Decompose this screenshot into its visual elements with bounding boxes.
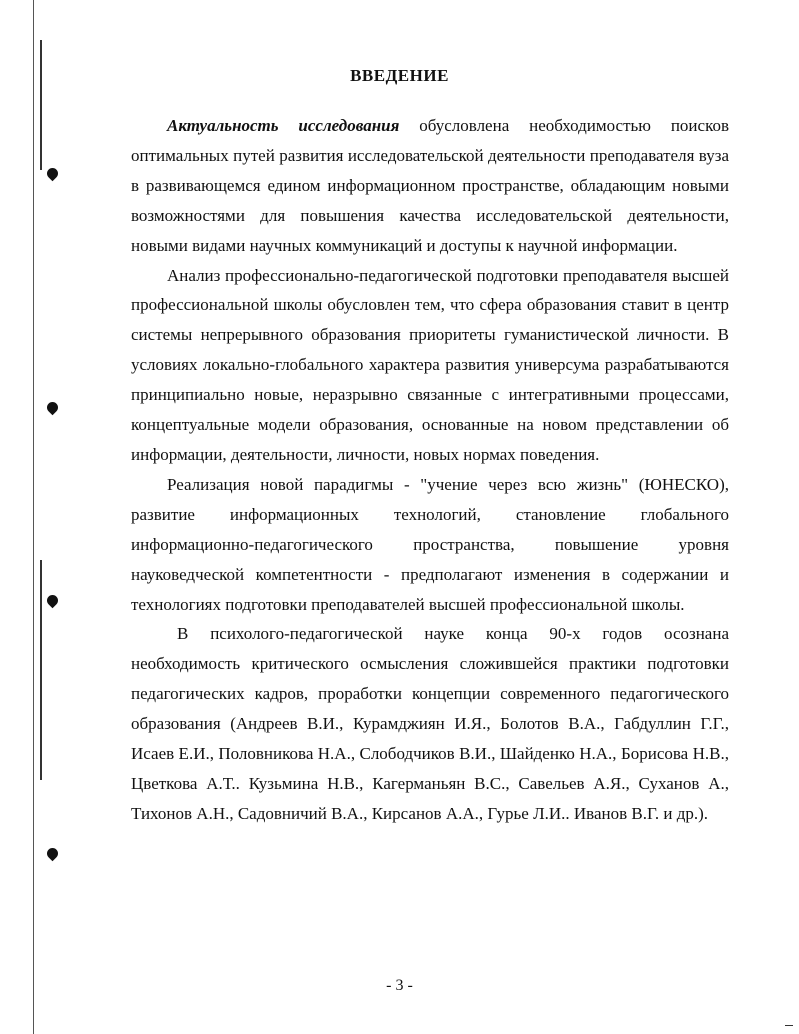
paragraph-text: Реализация новой парадигмы - "учение через всю жизнь" (ЮНЕСКО), развитие информационных технологий, становление глобального информационно-педагогического пространства, повышение уровня науковедческой компетентности - предполагают изменения в содержании и технологиях подготовки преподавателей высшей профессиональной школы.: [131, 474, 729, 614]
scan-line-dark: [40, 40, 42, 170]
page-number: - 3 -: [386, 977, 413, 994]
page-title: ВВЕДЕНИЕ: [350, 66, 449, 85]
paragraph-science: [131, 619, 729, 828]
paragraph-text: обусловлена необходимостью поисков оптимальных путей развития исследовательской деятельности преподавателя вуза в развивающемся едином информационном пространстве, обладающим новыми возможностями для повышения качества исследовательской деятельности, новыми видами научных коммуникаций и доступы к научной информации.: [131, 116, 729, 255]
corner-mark: [785, 1025, 793, 1026]
punch-hole-mark: [45, 846, 61, 862]
punch-hole-mark: [45, 166, 61, 182]
scan-line: [33, 0, 34, 1034]
body-text: [131, 111, 729, 829]
paragraph-relevance: [131, 111, 729, 261]
punch-hole-mark: [45, 400, 61, 416]
paragraph-text: В психолого-педагогической науке конца 90-х годов осознана необходимость критического осмысления сложившейся практики подготовки педагогических кадров, проработки концепции современного педагогического образования (Андреев В.И., Курамджиян И.Я., Болотов В.А., Габдуллин Г.Г., Исаев Е.И., Половникова Н.А., Слободчиков В.И., Шайденко Н.А., Борисова Н.В., Цветкова А.Т.. Кузьмина Н.В., Кагерманьян В.С., Савельев А.Я., Суханов А., Тихонов А.Н., Садовничий В.А., Кирсанов А.А., Гурье Л.И.. Иванов В.Г. и др.).: [131, 624, 729, 823]
paragraph-paradigm: [131, 470, 729, 620]
paragraph-lead-emphasis: Актуальность исследования: [167, 116, 400, 135]
punch-hole-mark: [45, 593, 61, 609]
paragraph-analysis: [131, 261, 729, 470]
scan-line-dark: [40, 560, 42, 780]
paragraph-text: Анализ профессионально-педагогической подготовки преподавателя высшей профессиональной школы обусловлен тем, что сфера образования ставит в центр системы непрерывного образования приоритеты гуманистической личности. В условиях локально-глобального характера развития универсума разрабатываются принципиально новые, неразрывно связанные с интегративными процессами, концептуальные модели образования, основанные на новом представлении об информации, деятельности, личности, новых нормах поведения.: [131, 265, 729, 464]
